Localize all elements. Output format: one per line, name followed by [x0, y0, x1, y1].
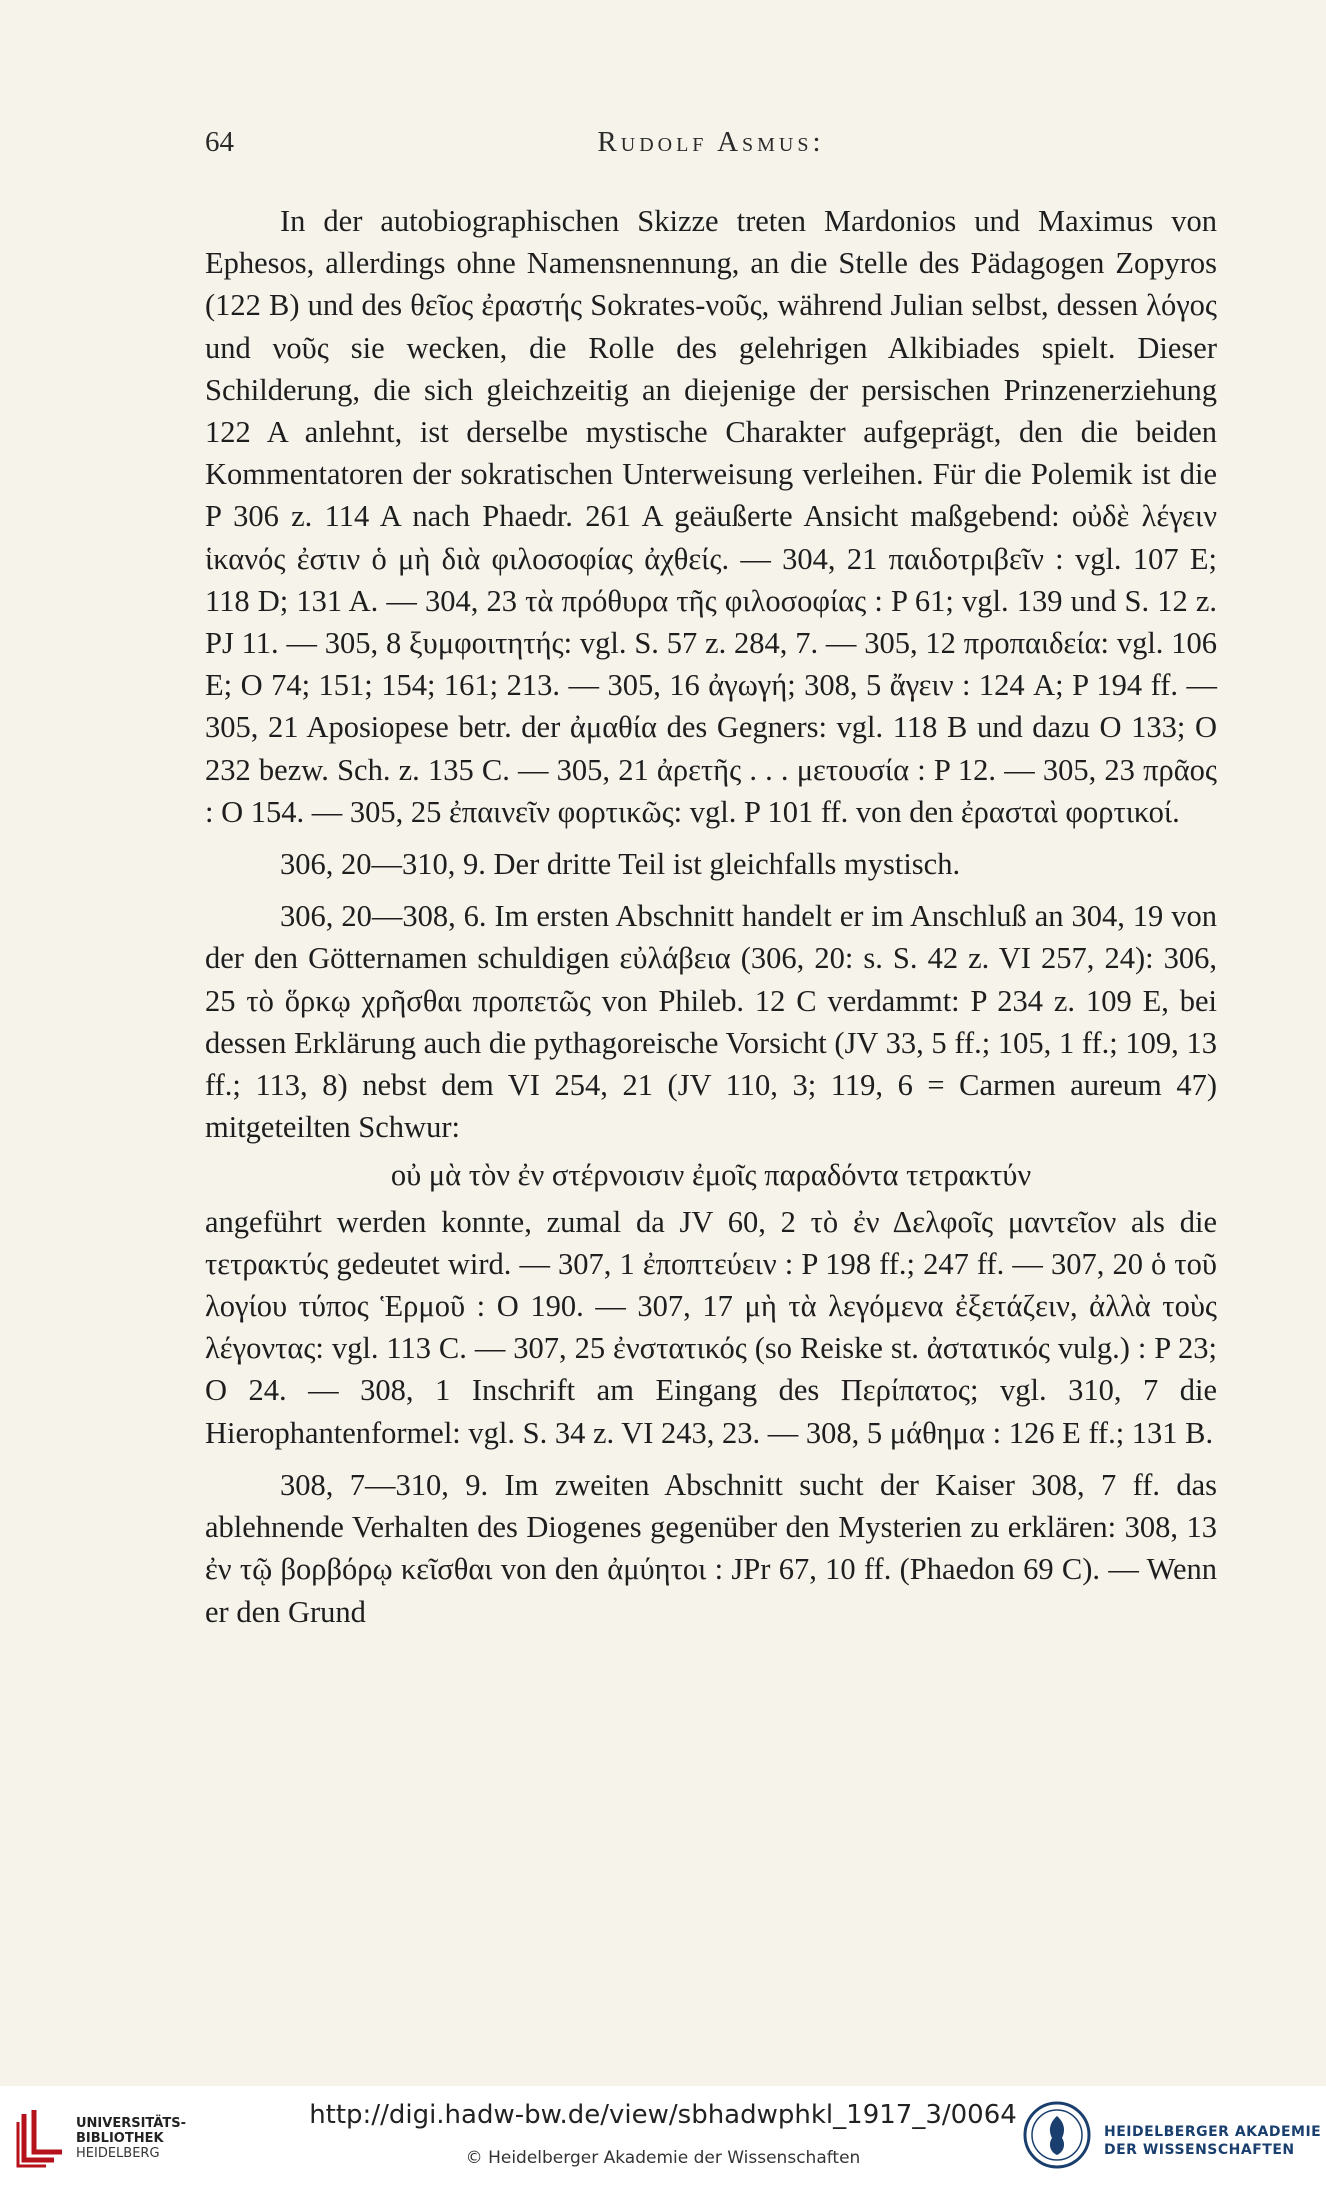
permalink-url[interactable]: http://digi.hadw-bw.de/view/sbhadwphkl_1917_3/0064 [309, 2100, 1017, 2130]
paragraph: 306, 20—310, 9. Der dritte Teil ist gleichfalls mystisch. [280, 847, 961, 882]
page-number: 64 [205, 126, 234, 158]
copyright-notice: © Heidelberger Akademie der Wissenschaften [465, 2148, 861, 2168]
page-header [205, 126, 1217, 166]
university-library-name: UNIVERSITÄTS- BIBLIOTHEK HEIDELBERG [76, 2116, 186, 2161]
verse-quotation: οὐ μὰ τὸν ἐν στέρνοισιν ἐμοῖς παραδόντα τετρακτύν [390, 1158, 1032, 1193]
academy-name: HEIDELBERGER AKADEMIE DER WISSENSCHAFTEN [1104, 2124, 1322, 2158]
paragraph: In der autobiographischen Skizze treten Mardonios und Maximus von Ephesos, allerdings ohne Namensnennung, an die Stelle des Pädagogen Zopyros (122 B) und des θεῖος ἐραστής Sokrates-νοῦς, während Julian selbst, dessen λόγος und νοῦς sie wecken, die Rolle des gelehrigen Alkibiades spielt. Dieser Schilderung, die sich gleichzeitig an diejenige der persischen Prinzenerziehung 122 A anlehnt, ist derselbe mystische Charakter aufgeprägt, den die beiden Kommentatoren der sokratischen Unterweisung verleihen. Für die Polemik ist die P 306 z. 114 A nach Phaedr. 261 A geäußerte Ansicht maßgebend: οὐδὲ λέγειν ἱκανός ἐστιν ὁ μὴ διὰ φιλοσοφίας ἀχθείς. — 304, 21 παιδοτριβεῖν : vgl. 107 E; 118 D; 131 A. — 304, 23 τὰ πρόθυρα τῆς φιλοσοφίας : P 61; vgl. 139 und S. 12 z. PJ 11. — 305, 8 ξυμφοιτητής: vgl. S. 57 z. 284, 7. — 305, 12 προπαιδεία: vgl. 106 E; O 74; 151; 154; 161; 213. — 305, 16 ἀγωγή; 308, 5 ἄγειν : 124 A; P 194 ff. — 305, 21 Aposiopese betr. der ἀμαθία des Gegners: vgl. 118 B und dazu O 133; O 232 bezw. Sch. z. 135 C. — 305, 21 ἀρετῆς . . . μετουσία : P 12. — 305, 23 πρᾶος : O 154. — 305, 25 ἐπαινεῖν φορτικῶς: vgl. P 101 ff. von den ἐρασταὶ φορτικοί. [205, 204, 1217, 829]
body-text [205, 200, 1217, 1633]
paragraph: 306, 20—308, 6. Im ersten Abschnitt handelt er im Anschluß an 304, 19 von der den Götternamen schuldigen εὐλάβεια (306, 20: s. S. 42 z. VI 257, 24): 306, 25 τὸ ὅρκῳ χρῆσθαι προπετῶς von Phileb. 12 C verdammt: P 234 z. 109 E, bei dessen Erklärung auch die pythagoreische Vorsicht (JV 33, 5 ff.; 105, 1 ff.; 109, 13 ff.; 113, 8) nebst dem VI 254, 21 (JV 110, 3; 119, 6 = Carmen aureum 47) mitgeteilten Schwur: [205, 899, 1217, 1145]
paragraph: angeführt werden konnte, zumal da JV 60, 2 τὸ ἐν Δελφοῖς μαντεῖον als die τετρακτύς gedeutet wird. — 307, 1 ἐποπτεύειν : P 198 ff.; 247 ff. — 307, 20 ὁ τοῦ λογίου τύπος Ἑρμοῦ : O 190. — 307, 17 μὴ τὰ λεγόμενα ἐξετάζειν, ἀλλὰ τοὺς λέγοντας: vgl. 113 C. — 307, 25 ἐνστατικός (so Reiske st. ἀστατικός vulg.) : P 23; O 24. — 308, 1 Inschrift am Eingang des Περίπατος; vgl. 310, 7 die Hierophantenformel: vgl. S. 34 z. VI 243, 23. — 308, 5 μάθημα : 126 E ff.; 131 B. [205, 1204, 1217, 1450]
academy-seal-icon [1022, 2100, 1092, 2170]
paragraph: 308, 7—310, 9. Im zweiten Abschnitt sucht der Kaiser 308, 7 ff. das ablehnende Verhalten des Diogenes gegenüber den Mysterien zu erklären: 308, 13 ἐν τῷ βορβόρῳ κεῖσθαι von den ἀμύητοι : JPr 67, 10 ff. (Phaedon 69 C). — Wenn er den Grund [205, 1467, 1217, 1629]
viewer-footer [0, 2086, 1326, 2186]
running-title: Rudolf Asmus: [597, 126, 825, 158]
